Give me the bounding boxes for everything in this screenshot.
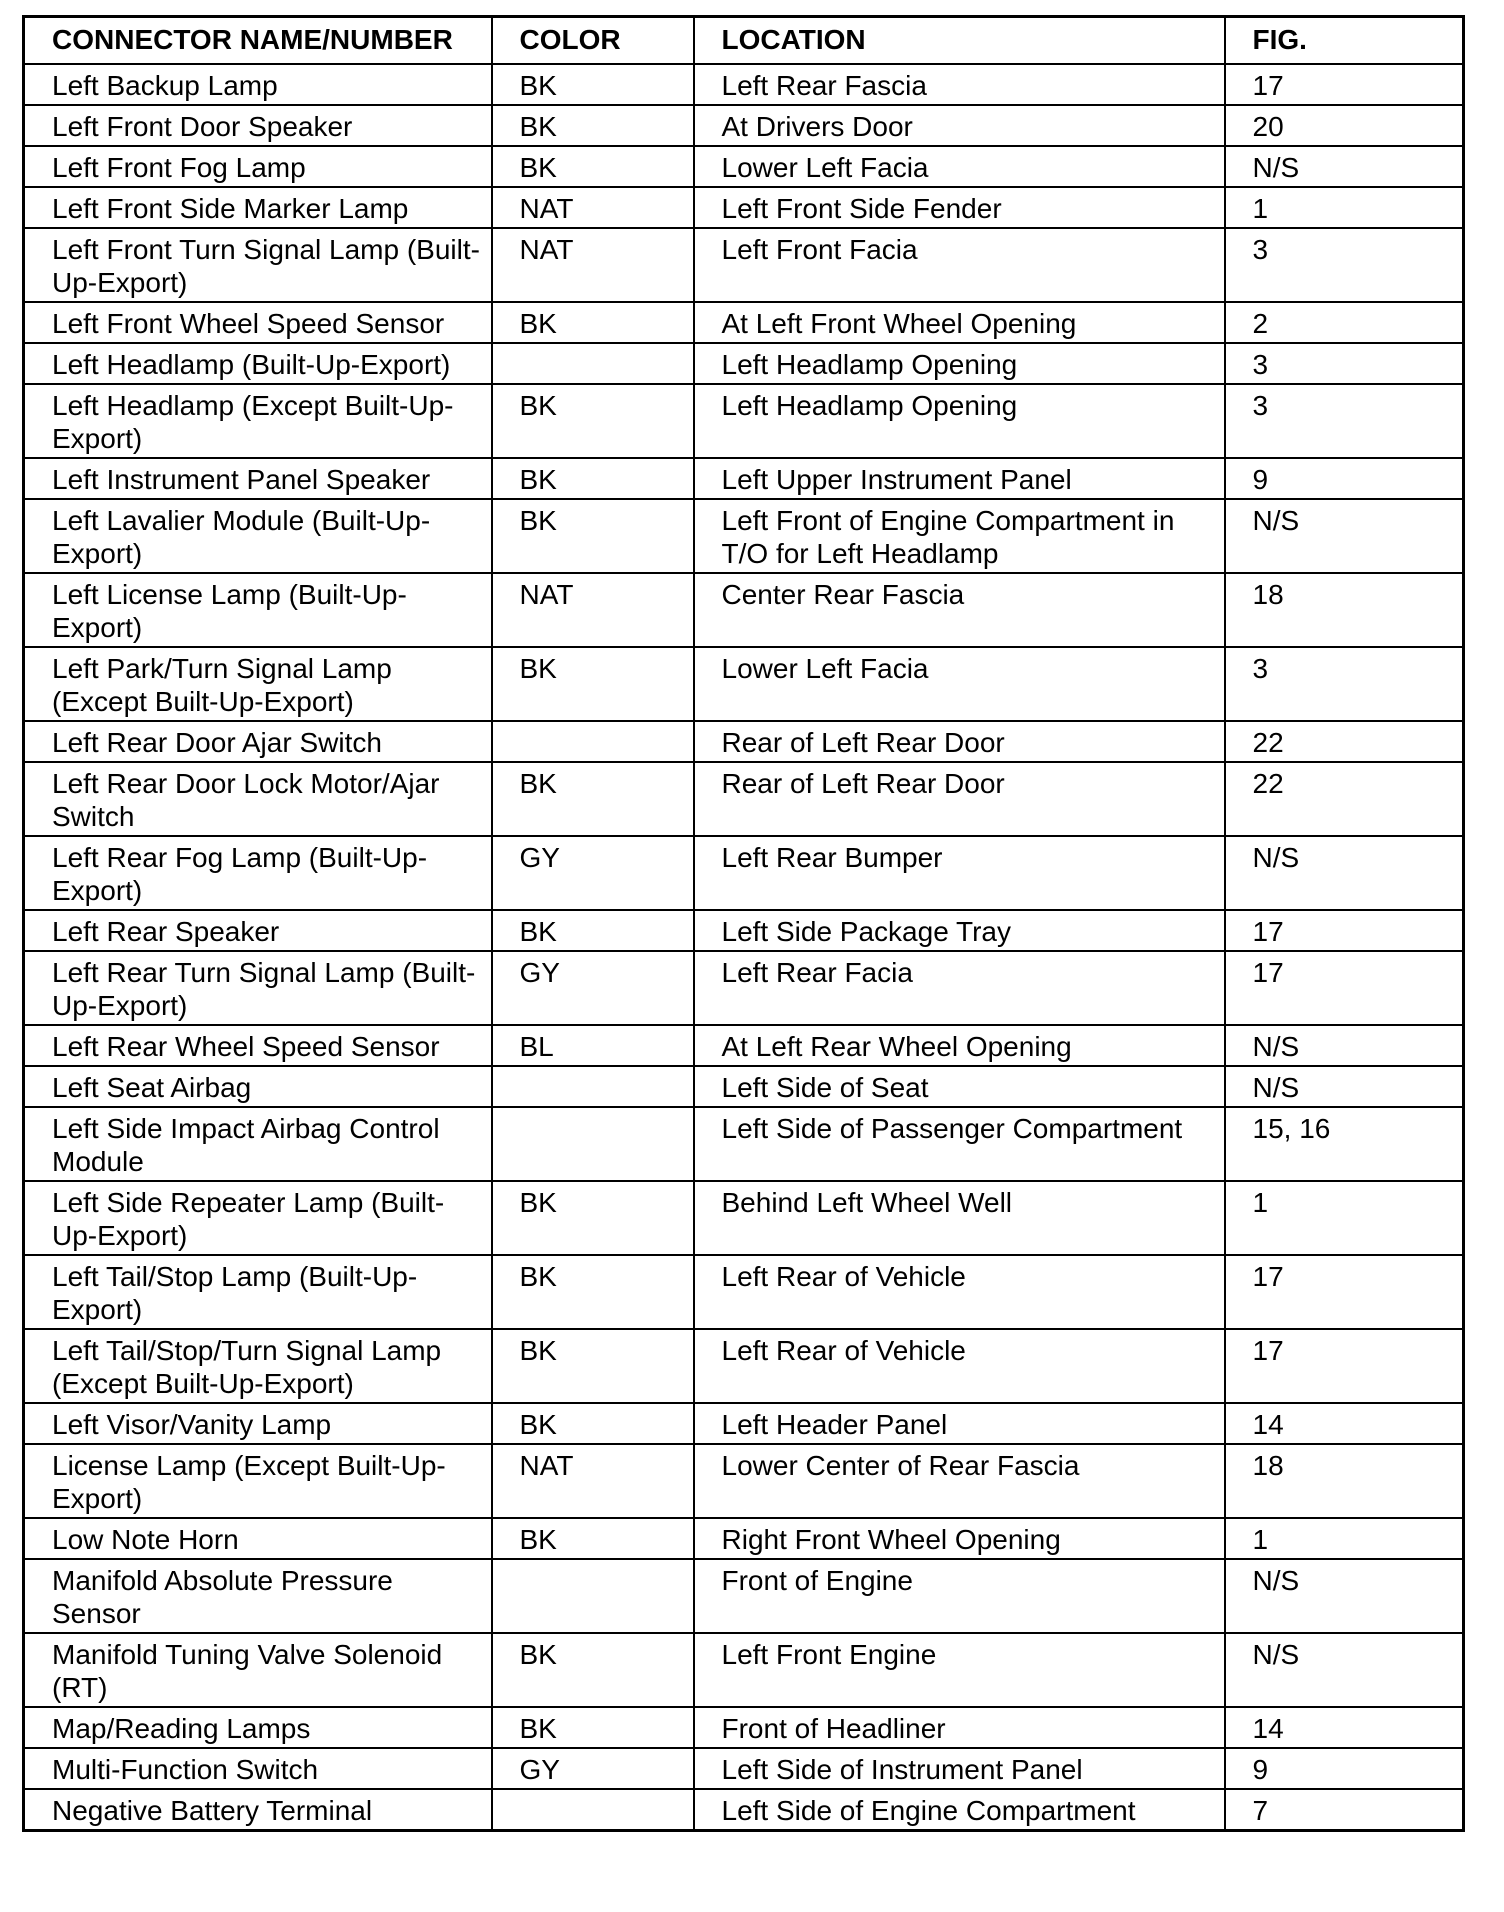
- location-cell: Lower Left Facia: [694, 146, 1225, 187]
- fig-cell: 20: [1225, 105, 1464, 146]
- location-cell: Left Side of Passenger Compartment: [694, 1107, 1225, 1181]
- location-cell: Left Front of Engine Compartment in T/O for Left Headlamp: [694, 499, 1225, 573]
- location-cell: Left Rear of Vehicle: [694, 1255, 1225, 1329]
- table-row: [24, 1255, 1464, 1329]
- connector-name-cell: Left Tail/Stop Lamp (Built-Up-Export): [24, 1255, 492, 1329]
- color-cell: GY: [492, 836, 694, 910]
- color-cell: NAT: [492, 1444, 694, 1518]
- fig-cell: 1: [1225, 1518, 1464, 1559]
- fig-cell: N/S: [1225, 1066, 1464, 1107]
- connector-name-cell: Left Front Wheel Speed Sensor: [24, 302, 492, 343]
- color-cell: [492, 721, 694, 762]
- color-cell: [492, 343, 694, 384]
- color-cell: NAT: [492, 187, 694, 228]
- color-cell: BK: [492, 499, 694, 573]
- color-cell: [492, 1789, 694, 1831]
- table-row: [24, 105, 1464, 146]
- connector-name-cell: Multi-Function Switch: [24, 1748, 492, 1789]
- connector-name-cell: Left Side Repeater Lamp (Built-Up-Export): [24, 1181, 492, 1255]
- location-cell: Left Headlamp Opening: [694, 384, 1225, 458]
- location-cell: Front of Headliner: [694, 1707, 1225, 1748]
- location-cell: At Left Rear Wheel Opening: [694, 1025, 1225, 1066]
- fig-cell: N/S: [1225, 499, 1464, 573]
- connector-name-cell: Left Side Impact Airbag Control Module: [24, 1107, 492, 1181]
- fig-cell: 17: [1225, 1329, 1464, 1403]
- connector-name-cell: Left Rear Door Ajar Switch: [24, 721, 492, 762]
- header-fig: FIG.: [1225, 17, 1464, 65]
- header-connector-name: CONNECTOR NAME/NUMBER: [24, 17, 492, 65]
- fig-cell: 17: [1225, 1255, 1464, 1329]
- connector-name-cell: Left Headlamp (Built-Up-Export): [24, 343, 492, 384]
- fig-cell: 22: [1225, 762, 1464, 836]
- location-cell: Right Front Wheel Opening: [694, 1518, 1225, 1559]
- connector-name-cell: Low Note Horn: [24, 1518, 492, 1559]
- connector-name-cell: Left Rear Speaker: [24, 910, 492, 951]
- location-cell: Front of Engine: [694, 1559, 1225, 1633]
- fig-cell: N/S: [1225, 1559, 1464, 1633]
- connector-name-cell: Left Backup Lamp: [24, 64, 492, 105]
- table-row: [24, 1403, 1464, 1444]
- table-row: [24, 910, 1464, 951]
- location-cell: Lower Center of Rear Fascia: [694, 1444, 1225, 1518]
- connector-name-cell: Map/Reading Lamps: [24, 1707, 492, 1748]
- location-cell: Left Rear of Vehicle: [694, 1329, 1225, 1403]
- connector-name-cell: Left Rear Door Lock Motor/Ajar Switch: [24, 762, 492, 836]
- connector-name-cell: Left Park/Turn Signal Lamp (Except Built-Up-Export): [24, 647, 492, 721]
- fig-cell: 3: [1225, 384, 1464, 458]
- color-cell: BK: [492, 1518, 694, 1559]
- location-cell: Left Rear Facia: [694, 951, 1225, 1025]
- fig-cell: N/S: [1225, 1025, 1464, 1066]
- table-row: [24, 1025, 1464, 1066]
- table-row: [24, 1518, 1464, 1559]
- fig-cell: 17: [1225, 951, 1464, 1025]
- location-cell: At Left Front Wheel Opening: [694, 302, 1225, 343]
- color-cell: NAT: [492, 228, 694, 302]
- connector-name-cell: Left Front Turn Signal Lamp (Built-Up-Export): [24, 228, 492, 302]
- table-row: [24, 1066, 1464, 1107]
- color-cell: [492, 1066, 694, 1107]
- fig-cell: 3: [1225, 647, 1464, 721]
- fig-cell: 15, 16: [1225, 1107, 1464, 1181]
- connector-name-cell: Left Tail/Stop/Turn Signal Lamp (Except Built-Up-Export): [24, 1329, 492, 1403]
- table-row: [24, 1633, 1464, 1707]
- location-cell: Left Upper Instrument Panel: [694, 458, 1225, 499]
- table-row: [24, 573, 1464, 647]
- color-cell: GY: [492, 951, 694, 1025]
- color-cell: BK: [492, 647, 694, 721]
- fig-cell: N/S: [1225, 1633, 1464, 1707]
- location-cell: Left Front Side Fender: [694, 187, 1225, 228]
- connector-name-cell: Manifold Tuning Valve Solenoid (RT): [24, 1633, 492, 1707]
- fig-cell: 17: [1225, 910, 1464, 951]
- location-cell: Left Side of Instrument Panel: [694, 1748, 1225, 1789]
- connector-name-cell: Left License Lamp (Built-Up-Export): [24, 573, 492, 647]
- fig-cell: 14: [1225, 1403, 1464, 1444]
- table-row: [24, 228, 1464, 302]
- color-cell: BK: [492, 384, 694, 458]
- location-cell: Left Side Package Tray: [694, 910, 1225, 951]
- location-cell: Left Front Facia: [694, 228, 1225, 302]
- color-cell: BK: [492, 1633, 694, 1707]
- table-row: [24, 458, 1464, 499]
- fig-cell: 3: [1225, 228, 1464, 302]
- color-cell: BL: [492, 1025, 694, 1066]
- location-cell: Lower Left Facia: [694, 647, 1225, 721]
- fig-cell: 7: [1225, 1789, 1464, 1831]
- connector-name-cell: Negative Battery Terminal: [24, 1789, 492, 1831]
- location-cell: At Drivers Door: [694, 105, 1225, 146]
- table-header-row: [24, 17, 1464, 65]
- connector-name-cell: Left Rear Turn Signal Lamp (Built-Up-Export): [24, 951, 492, 1025]
- table-row: [24, 1444, 1464, 1518]
- connector-name-cell: Left Seat Airbag: [24, 1066, 492, 1107]
- table-row: [24, 1107, 1464, 1181]
- table-row: [24, 836, 1464, 910]
- table-row: [24, 187, 1464, 228]
- fig-cell: 9: [1225, 1748, 1464, 1789]
- color-cell: GY: [492, 1748, 694, 1789]
- table-row: [24, 64, 1464, 105]
- color-cell: BK: [492, 105, 694, 146]
- fig-cell: 22: [1225, 721, 1464, 762]
- fig-cell: 18: [1225, 573, 1464, 647]
- fig-cell: N/S: [1225, 836, 1464, 910]
- table-row: [24, 343, 1464, 384]
- fig-cell: 17: [1225, 64, 1464, 105]
- location-cell: Center Rear Fascia: [694, 573, 1225, 647]
- connector-name-cell: Left Instrument Panel Speaker: [24, 458, 492, 499]
- header-location: LOCATION: [694, 17, 1225, 65]
- header-color: COLOR: [492, 17, 694, 65]
- table-row: [24, 1789, 1464, 1831]
- color-cell: BK: [492, 910, 694, 951]
- color-cell: BK: [492, 762, 694, 836]
- color-cell: BK: [492, 302, 694, 343]
- connector-name-cell: Left Rear Fog Lamp (Built-Up-Export): [24, 836, 492, 910]
- connector-table: [22, 15, 1465, 1832]
- table-row: [24, 499, 1464, 573]
- connector-name-cell: Left Rear Wheel Speed Sensor: [24, 1025, 492, 1066]
- fig-cell: N/S: [1225, 146, 1464, 187]
- connector-name-cell: License Lamp (Except Built-Up-Export): [24, 1444, 492, 1518]
- location-cell: Left Rear Bumper: [694, 836, 1225, 910]
- table-row: [24, 1329, 1464, 1403]
- connector-name-cell: Left Front Fog Lamp: [24, 146, 492, 187]
- fig-cell: 18: [1225, 1444, 1464, 1518]
- connector-name-cell: Left Visor/Vanity Lamp: [24, 1403, 492, 1444]
- color-cell: BK: [492, 1255, 694, 1329]
- color-cell: BK: [492, 146, 694, 187]
- table-row: [24, 1707, 1464, 1748]
- fig-cell: 3: [1225, 343, 1464, 384]
- location-cell: Left Side of Seat: [694, 1066, 1225, 1107]
- connector-name-cell: Left Lavalier Module (Built-Up-Export): [24, 499, 492, 573]
- table-row: [24, 1559, 1464, 1633]
- location-cell: Rear of Left Rear Door: [694, 721, 1225, 762]
- table-row: [24, 302, 1464, 343]
- color-cell: BK: [492, 1181, 694, 1255]
- location-cell: Left Header Panel: [694, 1403, 1225, 1444]
- connector-name-cell: Left Headlamp (Except Built-Up-Export): [24, 384, 492, 458]
- fig-cell: 1: [1225, 1181, 1464, 1255]
- location-cell: Left Front Engine: [694, 1633, 1225, 1707]
- color-cell: BK: [492, 458, 694, 499]
- location-cell: Rear of Left Rear Door: [694, 762, 1225, 836]
- table-row: [24, 647, 1464, 721]
- connector-name-cell: Manifold Absolute Pressure Sensor: [24, 1559, 492, 1633]
- color-cell: BK: [492, 1403, 694, 1444]
- color-cell: NAT: [492, 573, 694, 647]
- location-cell: Behind Left Wheel Well: [694, 1181, 1225, 1255]
- color-cell: BK: [492, 1329, 694, 1403]
- fig-cell: 9: [1225, 458, 1464, 499]
- connector-name-cell: Left Front Door Speaker: [24, 105, 492, 146]
- table-row: [24, 762, 1464, 836]
- fig-cell: 2: [1225, 302, 1464, 343]
- table-row: [24, 1748, 1464, 1789]
- table-row: [24, 384, 1464, 458]
- table-row: [24, 1181, 1464, 1255]
- color-cell: [492, 1559, 694, 1633]
- table-row: [24, 721, 1464, 762]
- color-cell: BK: [492, 1707, 694, 1748]
- table-row: [24, 146, 1464, 187]
- fig-cell: 14: [1225, 1707, 1464, 1748]
- fig-cell: 1: [1225, 187, 1464, 228]
- color-cell: BK: [492, 64, 694, 105]
- table-row: [24, 951, 1464, 1025]
- location-cell: Left Headlamp Opening: [694, 343, 1225, 384]
- color-cell: [492, 1107, 694, 1181]
- location-cell: Left Rear Fascia: [694, 64, 1225, 105]
- location-cell: Left Side of Engine Compartment: [694, 1789, 1225, 1831]
- connector-name-cell: Left Front Side Marker Lamp: [24, 187, 492, 228]
